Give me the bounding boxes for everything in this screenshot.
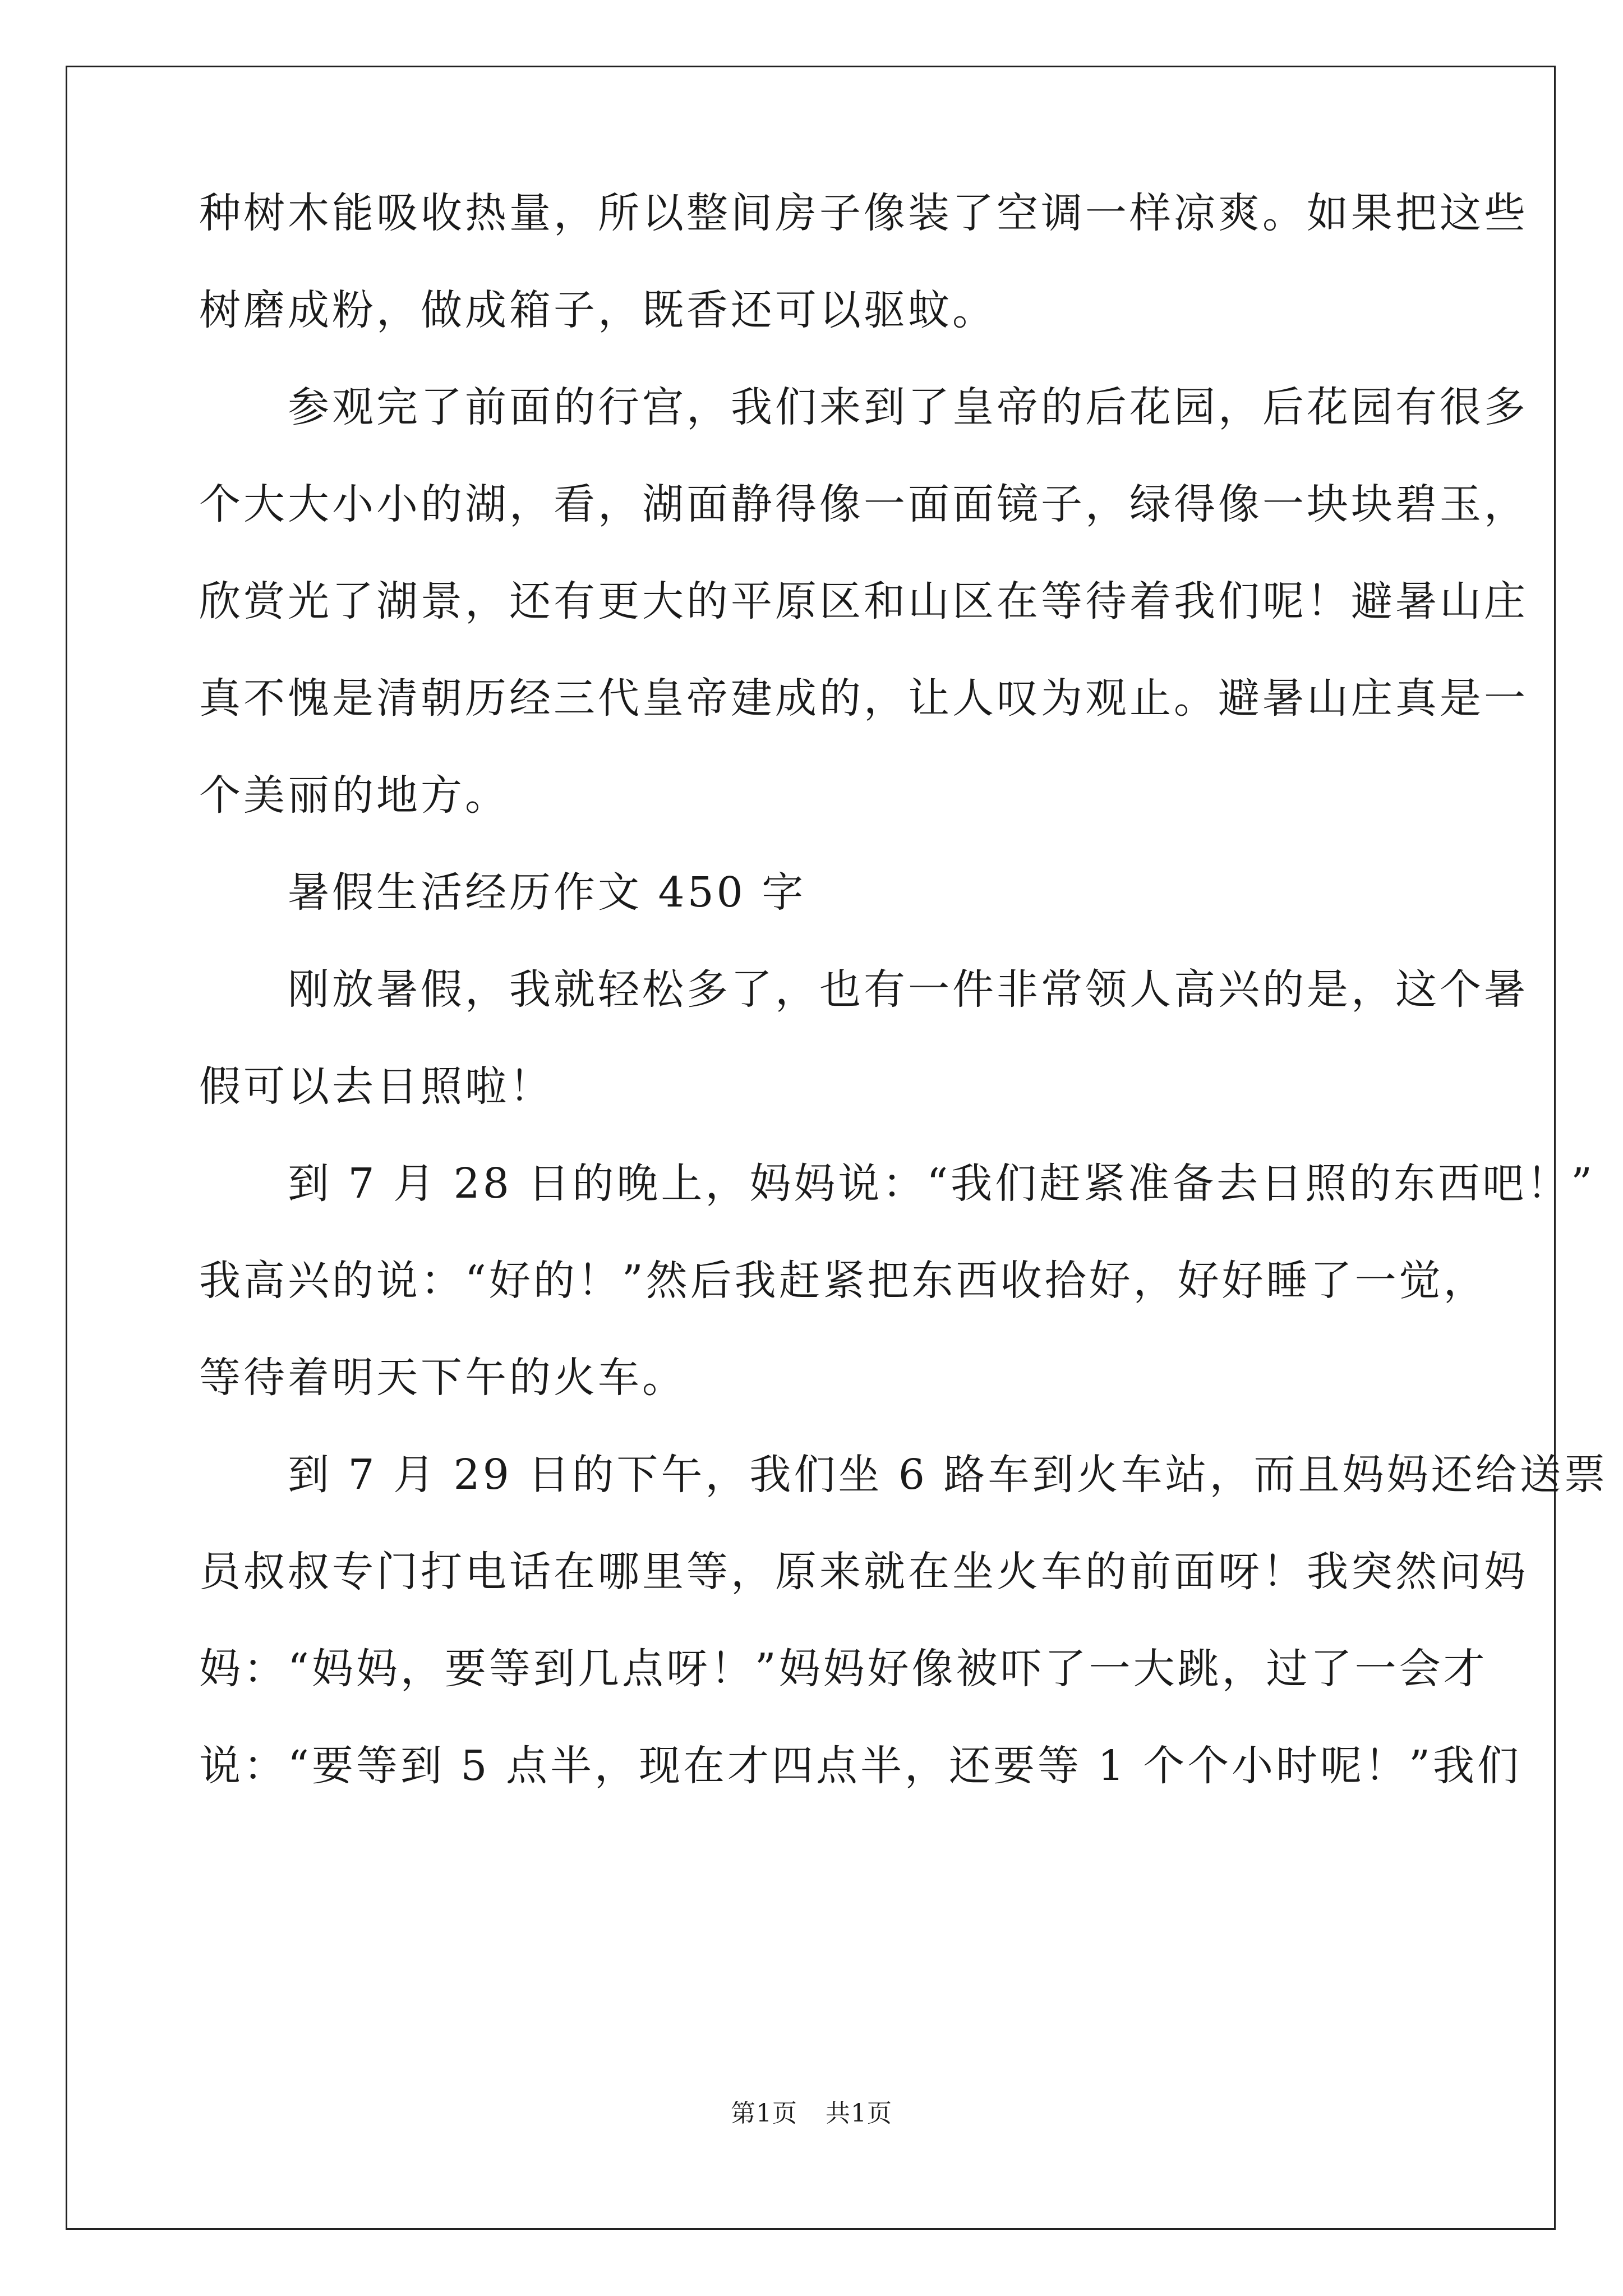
text-line: 参观完了前面的行宫，我们来到了皇帝的后花园，后花园有很多	[199, 383, 1528, 431]
text-line: 我高兴的说：“好的！”然后我赶紧把东西收拾好，好好睡了一觉，	[199, 1257, 1488, 1305]
text-line: 假可以去日照啦！	[199, 1062, 554, 1111]
text-line: 个大大小小的湖，看，湖面静得像一面面镜子，绿得像一块块碧玉，	[199, 480, 1528, 528]
text-line: 说：“要等到 5 点半，现在才四点半，还要等 1 个个小时呢！”我们	[199, 1742, 1521, 1790]
text-line: 欣赏光了湖景，还有更大的平原区和山区在等待着我们呢！避暑山庄	[199, 577, 1528, 625]
text-line: 到 7 月 28 日的晚上，妈妈说：“我们赶紧准备去日照的东西吧！”	[199, 1159, 1595, 1208]
text-line: 等待着明天下午的火车。	[199, 1354, 686, 1402]
text-line: 个美丽的地方。	[199, 771, 509, 820]
section-heading: 暑假生活经历作文 450 字	[199, 868, 806, 917]
text-line: 员叔叔专门打电话在哪里等，原来就在坐火车的前面呀！我突然问妈	[199, 1548, 1528, 1596]
text-line: 种树木能吸收热量，所以整间房子像装了空调一样凉爽。如果把这些	[199, 189, 1528, 237]
text-line: 树磨成粉，做成箱子，既香还可以驱蚊。	[199, 286, 997, 334]
page-footer	[0, 2097, 1623, 2131]
text-line: 刚放暑假，我就轻松多了，也有一件非常领人高兴的是，这个暑	[199, 965, 1528, 1014]
text-line: 真不愧是清朝历经三代皇帝建成的，让人叹为观止。避暑山庄真是一	[199, 674, 1528, 723]
page-total: 共1页	[826, 2099, 892, 2128]
page-number: 第1页	[731, 2099, 797, 2128]
text-line: 到 7 月 29 日的下午，我们坐 6 路车到火车站，而且妈妈还给送票	[199, 1451, 1608, 1499]
text-line: 妈：“妈妈，要等到几点呀！”妈妈好像被吓了一大跳，过了一会才	[199, 1645, 1488, 1693]
